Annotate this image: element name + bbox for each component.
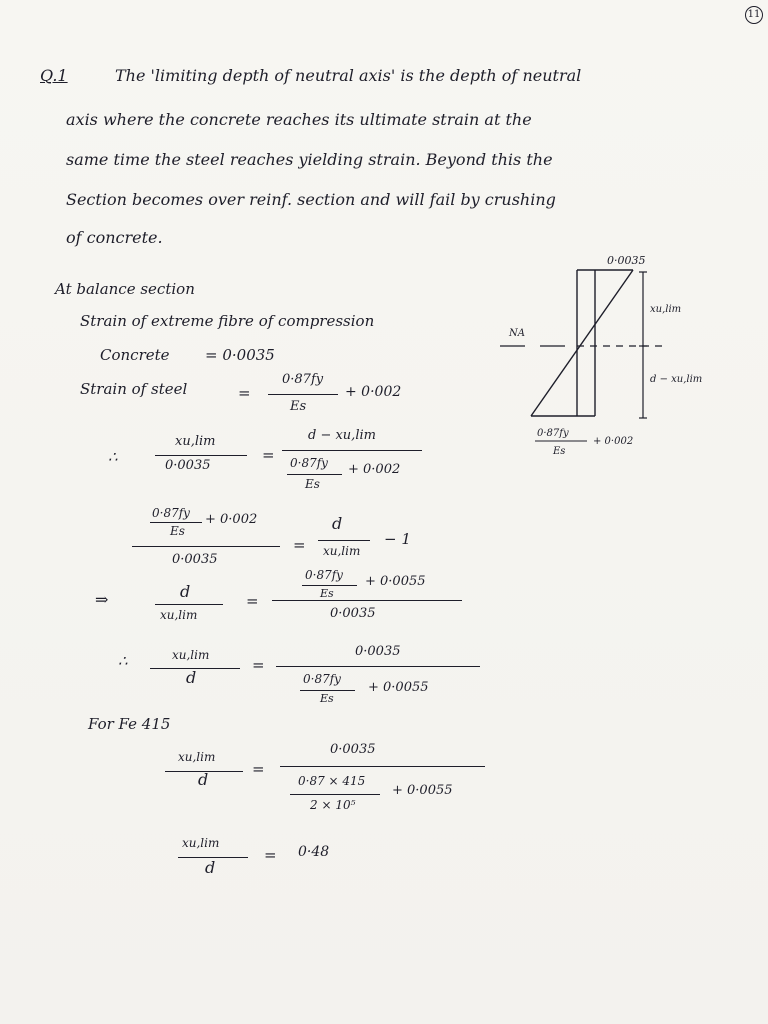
paragraph-line-2: axis where the concrete reaches its ultimate strain at the (66, 110, 532, 129)
diagram-bottom-num: 0·87fy (537, 428, 569, 439)
eq2-right-den: xu,lim (323, 544, 361, 558)
eq3-left-den: xu,lim (160, 608, 198, 622)
eq3-eq: = (246, 592, 259, 610)
eq1-sub-den: Es (305, 477, 320, 491)
eq5-sub-den: 2 × 10⁵ (310, 798, 356, 812)
eq3-sub-num: 0·87fy (305, 568, 343, 582)
eq2-left-den: 0·0035 (172, 552, 218, 567)
diagram-dxulim-label: d − xu,lim (650, 374, 703, 385)
eq5-right-bar (280, 766, 485, 767)
eq1-right-bar (282, 450, 422, 451)
eq1-right-num: d − xu,lim (308, 428, 376, 443)
eq4-left-den: d (186, 668, 197, 687)
strain-line-2-value: = 0·0035 (205, 346, 275, 364)
eq3-left-num: d (180, 582, 191, 601)
eq5-left-den: d (198, 770, 209, 789)
paragraph-line-5: of concrete. (66, 228, 163, 247)
fe-label: For Fe 415 (88, 715, 171, 733)
strain-line-1: Strain of extreme fibre of compression (80, 312, 375, 330)
question-label: Q.1 (40, 66, 68, 85)
eq2-eq: = (293, 536, 306, 554)
eq2-num-num: 0·87fy (152, 506, 190, 520)
eq4-sub-num: 0·87fy (303, 672, 341, 686)
eq2-minus-one: − 1 (384, 530, 411, 548)
eq5-sub-num: 0·87 × 415 (298, 774, 366, 788)
strain-diagram (495, 250, 715, 470)
eq4-sub-bar (300, 690, 355, 691)
eq2-num-den: Es (170, 524, 185, 538)
diagram-xulim-label: xu,lim (650, 304, 682, 315)
eq2-right-bar (318, 540, 370, 541)
steel-label: Strain of steel (80, 380, 188, 398)
eq1-left-bar (155, 455, 247, 456)
steel-eq: = (238, 384, 251, 402)
eq5-eq: = (252, 760, 265, 778)
therefore-2: ∴ (118, 652, 128, 670)
eq4-eq: = (252, 656, 265, 674)
steel-frac-bar (268, 394, 338, 395)
therefore-1: ∴ (108, 448, 118, 466)
paragraph-line-3: same time the steel reaches yielding strain. Beyond this the (66, 150, 553, 169)
eq4-sub-den: Es (320, 692, 334, 705)
paragraph-line-4: Section becomes over reinf. section and will fail by crushing (66, 190, 556, 209)
steel-num: 0·87fy (282, 372, 324, 387)
eq3-right-bar (272, 600, 462, 601)
steel-plus: + 0·002 (345, 384, 402, 400)
eq1-sub-plus: + 0·002 (348, 462, 401, 477)
eq2-num-plus: + 0·002 (205, 512, 258, 527)
eq3-sub-bar (302, 585, 357, 586)
eq3-right-den: 0·0035 (330, 606, 376, 621)
eq5-sub-bar (290, 794, 380, 795)
eq4-right-num: 0·0035 (355, 644, 401, 659)
eq1-eq: = (262, 446, 275, 464)
result-value: 0·48 (298, 844, 330, 860)
paragraph-line-1: The 'limiting depth of neutral axis' is the depth of neutral (115, 66, 582, 85)
steel-den: Es (290, 399, 307, 414)
strain-line-2-label: Concrete (100, 346, 170, 364)
diagram-bottom-den: Es (553, 446, 566, 457)
implies-arrow: ⇒ (95, 590, 109, 609)
eq1-sub-bar (287, 474, 342, 475)
eq6-left-den: d (205, 858, 216, 877)
eq1-left-num: xu,lim (175, 434, 216, 449)
eq1-sub-num: 0·87fy (290, 456, 328, 470)
eq6-eq: = (264, 846, 277, 864)
eq5-left-num: xu,lim (178, 750, 216, 764)
eq3-sub-den: Es (320, 587, 334, 600)
eq4-right-bar (276, 666, 480, 667)
eq5-sub-plus: + 0·0055 (392, 783, 453, 798)
eq6-left-num: xu,lim (182, 836, 220, 850)
eq2-num-sub-bar (150, 522, 202, 523)
diagram-bottom-plus: + 0·002 (593, 436, 634, 447)
balance-heading: At balance section (55, 280, 195, 298)
diagram-na-label: NA (509, 328, 525, 339)
diagram-top-strain: 0·0035 (607, 254, 646, 267)
eq3-sub-plus: + 0·0055 (365, 574, 426, 589)
eq5-right-num: 0·0035 (330, 742, 376, 757)
eq2-left-bar (132, 546, 280, 547)
eq4-left-num: xu,lim (172, 648, 210, 662)
page-number: 11 (745, 6, 763, 24)
eq2-right-num: d (332, 514, 343, 533)
eq4-sub-plus: + 0·0055 (368, 680, 429, 695)
strain-diagonal (531, 270, 633, 416)
eq1-left-den: 0·0035 (165, 458, 211, 473)
eq3-left-bar (155, 604, 223, 605)
